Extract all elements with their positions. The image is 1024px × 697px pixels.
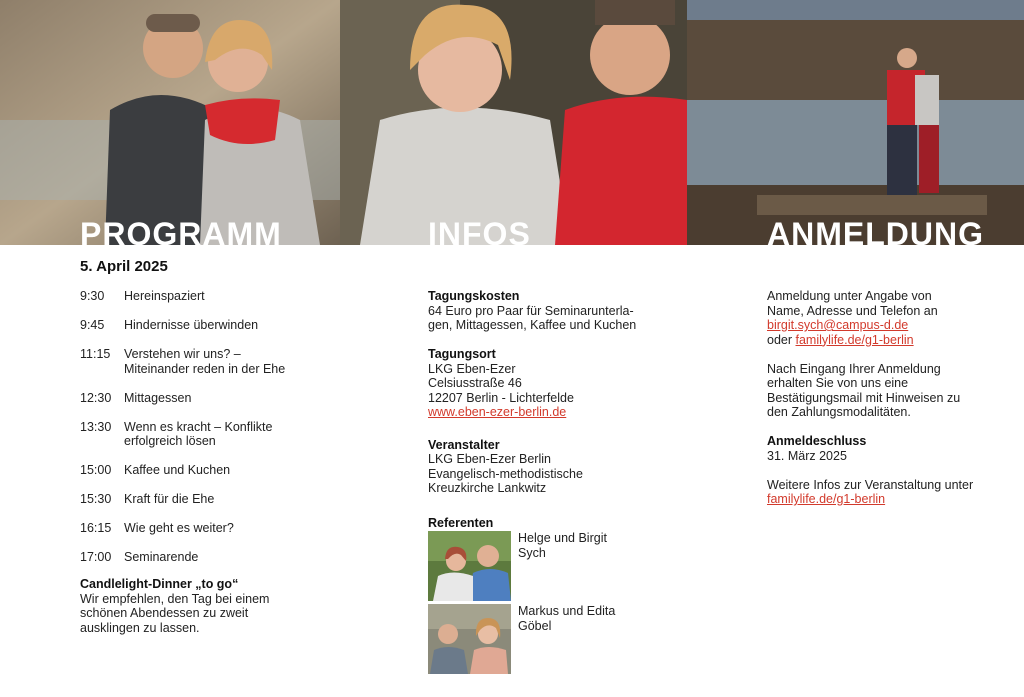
dinner-section bbox=[80, 577, 340, 635]
schedule-time: 16:15 bbox=[80, 521, 112, 535]
schedule-row bbox=[80, 391, 340, 406]
tagungskosten-title: Tagungskosten bbox=[428, 289, 520, 303]
photo-couple-embrace bbox=[0, 0, 340, 245]
more-info-text: Weitere Infos zur Veranstaltung unter bbox=[767, 477, 974, 492]
photo-couple-lake bbox=[687, 0, 1024, 245]
schedule-desc: Mittagessen bbox=[124, 390, 192, 405]
tagungsort-line: LKG Eben-Ezer bbox=[428, 361, 516, 376]
referent-name-line: Helge und Birgit bbox=[518, 531, 607, 545]
tagungskosten-line: gen, Mittagessen, Kaffee und Kuchen bbox=[428, 318, 637, 332]
heading-infos: INFOS bbox=[428, 216, 531, 252]
more-info-section bbox=[767, 478, 1007, 507]
schedule-desc bbox=[124, 347, 340, 376]
veranstalter-section bbox=[428, 438, 668, 496]
veranstalter-line: Evangelisch-methodistische bbox=[428, 466, 583, 481]
dinner-title: Candlelight-Dinner „to go“ bbox=[80, 577, 239, 591]
tagungsort-line: 12207 Berlin - Lichterfelde bbox=[428, 390, 574, 405]
schedule-desc-line2: Miteinander reden in der Ehe bbox=[124, 361, 286, 376]
schedule-row bbox=[80, 463, 340, 478]
schedule-time: 15:00 bbox=[80, 463, 112, 477]
schedule-desc-line1: Wenn es kracht – Konflikte bbox=[124, 419, 273, 434]
schedule-time: 17:00 bbox=[80, 550, 112, 564]
referent-name-line: Sych bbox=[518, 545, 546, 560]
schedule-row bbox=[80, 521, 340, 536]
referent-photo-sych bbox=[428, 531, 511, 601]
schedule-desc: Hereinspaziert bbox=[124, 289, 205, 303]
familylife-link[interactable]: familylife.de/g1-berlin bbox=[795, 332, 914, 347]
anmeldung-confirm-line: Nach Eingang Ihrer Anmeldung bbox=[767, 361, 941, 376]
schedule-time: 11:15 bbox=[80, 347, 111, 361]
tagungskosten-line: 64 Euro pro Paar für Seminarunterla- bbox=[428, 303, 634, 318]
anmeldeschluss-section bbox=[767, 434, 1007, 463]
referent-sych bbox=[428, 531, 628, 601]
schedule-time: 13:30 bbox=[80, 419, 112, 434]
schedule-row bbox=[80, 289, 340, 304]
anmeldung-confirm-line: erhalten Sie von uns eine bbox=[767, 376, 909, 390]
schedule-time: 9:45 bbox=[80, 318, 105, 332]
veranstalter-line: Kreuzkirche Lankwitz bbox=[428, 481, 547, 495]
anmeldung-intro-line: Name, Adresse und Telefon an bbox=[767, 303, 938, 318]
dinner-text-line: schönen Abendessen zu zweit bbox=[80, 606, 249, 620]
oder-text: oder bbox=[767, 332, 796, 347]
referent-name-line: Markus und Edita bbox=[518, 604, 616, 618]
tagungsort-title: Tagungsort bbox=[428, 347, 496, 361]
veranstalter-title: Veranstalter bbox=[428, 437, 500, 452]
schedule-row bbox=[80, 347, 340, 376]
schedule-row bbox=[80, 492, 340, 507]
anmeldung-intro-line: Anmeldung unter Angabe von bbox=[767, 289, 932, 303]
event-date: 5. April 2025 bbox=[80, 258, 168, 275]
referent-name-goebel bbox=[518, 604, 628, 674]
schedule-desc: Kaffee und Kuchen bbox=[124, 463, 231, 477]
tagungsort-line: Celsiusstraße 46 bbox=[428, 376, 522, 390]
anmeldung-column bbox=[767, 289, 1007, 521]
referent-photo-goebel bbox=[428, 604, 511, 674]
infos-column bbox=[428, 289, 668, 510]
referenten-title-wrap bbox=[428, 516, 493, 531]
referent-name-line: Göbel bbox=[518, 618, 552, 633]
schedule-time: 12:30 bbox=[80, 390, 112, 405]
referent-goebel bbox=[428, 604, 628, 674]
anmeldung-confirm-line: den Zahlungsmodalitäten. bbox=[767, 405, 911, 419]
photo-couple-smiling bbox=[340, 0, 687, 245]
veranstalter-line: LKG Eben-Ezer Berlin bbox=[428, 452, 551, 466]
schedule-desc-line2: erfolgreich lösen bbox=[124, 434, 216, 448]
eben-ezer-link[interactable]: www.eben-ezer-berlin.de bbox=[428, 405, 567, 419]
schedule-desc bbox=[124, 420, 340, 449]
tagungsort-section bbox=[428, 347, 668, 420]
schedule-row bbox=[80, 420, 340, 449]
schedule-row bbox=[80, 318, 340, 333]
heading-anmeldung: ANMELDUNG bbox=[767, 216, 984, 252]
anmeldung-intro bbox=[767, 289, 1007, 347]
anmeldeschluss-date: 31. März 2025 bbox=[767, 448, 847, 463]
schedule-time: 9:30 bbox=[80, 289, 105, 303]
anmeldeschluss-title: Anmeldeschluss bbox=[767, 434, 867, 448]
schedule-list bbox=[80, 289, 340, 635]
anmeldung-confirm bbox=[767, 362, 1007, 420]
schedule-desc: Hindernisse überwinden bbox=[124, 318, 259, 332]
schedule-time: 15:30 bbox=[80, 492, 112, 506]
anmeldung-confirm-line: Bestätigungsmail mit Hinweisen zu bbox=[767, 390, 961, 405]
schedule-desc-line1: Verstehen wir uns? – bbox=[124, 347, 241, 361]
schedule-desc: Wie geht es weiter? bbox=[124, 521, 234, 535]
heading-programm: PROGRAMM bbox=[80, 216, 282, 252]
schedule-desc: Seminarende bbox=[124, 550, 199, 564]
familylife-link-2[interactable]: familylife.de/g1-berlin bbox=[767, 492, 886, 506]
dinner-text-line: ausklingen zu lassen. bbox=[80, 620, 200, 635]
referent-name-sych bbox=[518, 531, 628, 601]
email-link[interactable]: birgit.sych@campus-d.de bbox=[767, 318, 909, 332]
dinner-text-line: Wir empfehlen, den Tag bei einem bbox=[80, 591, 270, 606]
schedule-desc: Kraft für die Ehe bbox=[124, 492, 215, 506]
referenten-title: Referenten bbox=[428, 516, 494, 530]
tagungskosten-section bbox=[428, 289, 668, 333]
schedule-row bbox=[80, 550, 340, 565]
